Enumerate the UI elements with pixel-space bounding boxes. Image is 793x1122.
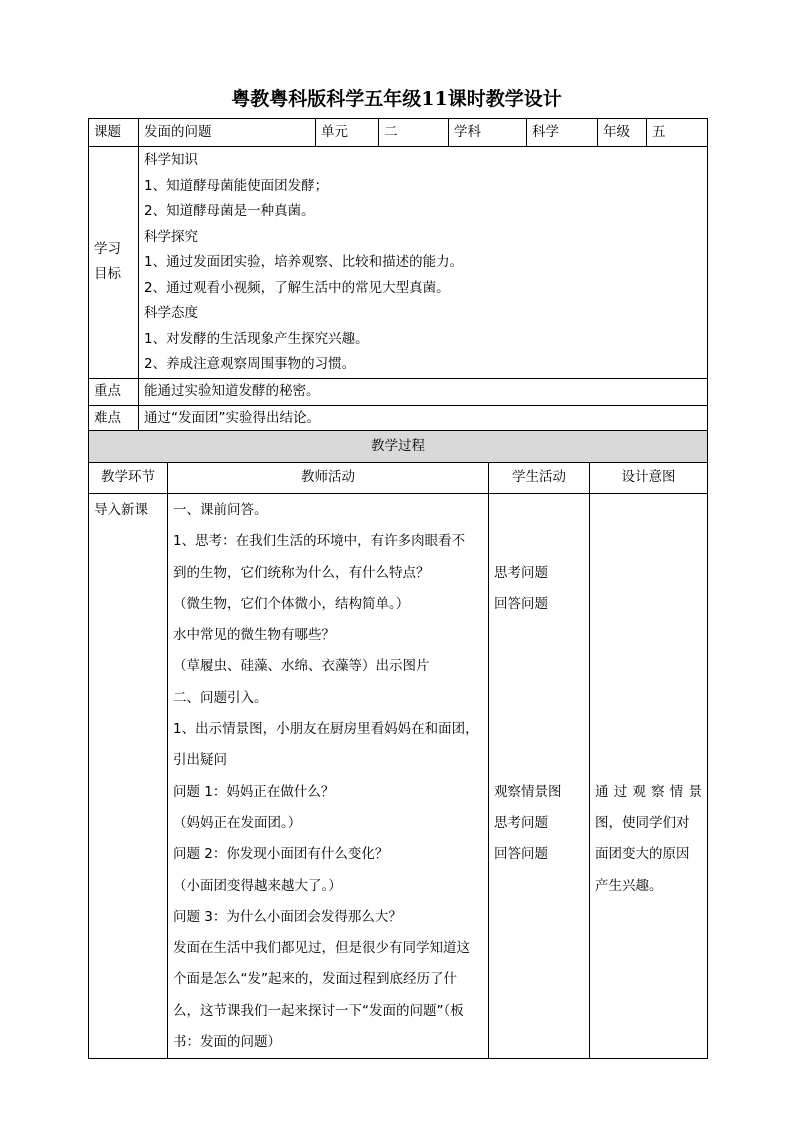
student-line: 思考问题 bbox=[494, 814, 548, 831]
intent-line: 面团变大的原因 bbox=[595, 846, 690, 863]
topic-value: 发面的问题 bbox=[139, 119, 316, 147]
difficulty-value: 通过“发面团”实验得出结论。 bbox=[139, 405, 708, 432]
key-value: 能通过实验知道发酵的秘密。 bbox=[139, 378, 708, 405]
teacher-line: 水中常见的微生物有哪些？ bbox=[173, 627, 335, 644]
goals-line: 1、知道酵母菌能使面团发酵； bbox=[144, 177, 329, 194]
student-line: 观察情景图 bbox=[494, 783, 562, 800]
goals-label-line: 学习 bbox=[94, 240, 121, 257]
goals-label bbox=[89, 147, 139, 379]
teacher-line: （小面团变得越来越大了。） bbox=[173, 877, 342, 894]
process-table bbox=[88, 430, 708, 1059]
goals-line: 2、通过观看小视频，了解生活中的常见大型真菌。 bbox=[144, 279, 450, 296]
student-line: 回答问题 bbox=[494, 846, 548, 863]
teacher-line: （草履虫、硅藻、水绵、衣藻等）出示图片 bbox=[173, 658, 430, 675]
key-label: 重点 bbox=[89, 378, 139, 405]
teacher-line: 二、问题引入。 bbox=[173, 689, 268, 706]
intent-line: 产生兴趣。 bbox=[595, 877, 663, 894]
student-line: 回答问题 bbox=[494, 595, 548, 612]
teacher-line: 个面是怎么“发”起来的，发面过程到底经历了什 bbox=[173, 971, 457, 988]
grade-label: 年级 bbox=[598, 119, 647, 147]
goals-line: 1、通过发面团实验，培养观察、比较和描述的能力。 bbox=[144, 254, 464, 270]
subject-label: 学科 bbox=[449, 119, 527, 147]
teacher-line: 发面在生活中我们都见过，但是很少有同学知道这 bbox=[173, 940, 470, 957]
goals-line: 2、养成注意观察周围事物的习惯。 bbox=[144, 356, 356, 372]
student-activity bbox=[489, 494, 590, 1059]
intent-line: 图，使同学们对 bbox=[595, 814, 690, 831]
unit-label: 单元 bbox=[316, 119, 379, 147]
col-step-header: 教学环节 bbox=[89, 463, 168, 494]
teacher-line: 问题 2：你发现小面团有什么变化？ bbox=[173, 846, 389, 863]
topic-label: 课题 bbox=[89, 119, 139, 147]
teacher-line: 问题 3：为什么小面团会发得那么大？ bbox=[173, 908, 402, 925]
info-table bbox=[88, 118, 708, 433]
col-intent-header: 设计意图 bbox=[590, 463, 708, 494]
student-line: 思考问题 bbox=[494, 564, 548, 581]
teacher-line: 到的生物，它们统称为什么，有什么特点？ bbox=[173, 564, 430, 581]
goals-line: 科学态度 bbox=[144, 305, 198, 321]
teacher-line: （微生物，它们个体微小，结构简单。） bbox=[173, 595, 410, 612]
col-student-header: 学生活动 bbox=[489, 463, 590, 494]
step-name: 导入新课 bbox=[89, 494, 168, 1059]
teacher-line: 一、课前问答。 bbox=[173, 502, 268, 518]
teacher-line: 引出疑问 bbox=[173, 752, 227, 769]
teacher-line: 1、出示情景图，小朋友在厨房里看妈妈在和面团， bbox=[173, 721, 479, 738]
goals-line: 1、对发酵的生活现象产生探究兴趣。 bbox=[144, 330, 369, 347]
subject-value: 科学 bbox=[527, 119, 598, 147]
process-header: 教学过程 bbox=[89, 431, 708, 463]
col-teacher-header: 教师活动 bbox=[168, 463, 489, 494]
teacher-line: （妈妈正在发面团。） bbox=[173, 814, 302, 831]
intent-line: 通过观察情景 bbox=[595, 783, 702, 800]
goals-line: 科学知识 bbox=[144, 152, 198, 168]
grade-value: 五 bbox=[647, 119, 708, 147]
page-title: 粤教粤科版科学五年级11课时教学设计 bbox=[231, 88, 562, 110]
goals-label-line: 目标 bbox=[94, 266, 121, 283]
teacher-line: 书：发面的问题） bbox=[173, 1034, 281, 1051]
goals-line: 科学探究 bbox=[144, 228, 198, 245]
goals-line: 2、知道酵母菌是一种真菌。 bbox=[144, 203, 315, 219]
teacher-line: 1、思考：在我们生活的环境中，有许多肉眼看不 bbox=[173, 533, 466, 550]
teacher-activity bbox=[168, 494, 489, 1059]
teacher-line: 问题 1：妈妈正在做什么？ bbox=[173, 783, 335, 800]
teacher-line: 么，这节课我们一起来探讨一下“发面的问题”（板 bbox=[173, 1002, 464, 1019]
difficulty-label: 难点 bbox=[89, 405, 139, 432]
goals-content bbox=[139, 147, 708, 379]
design-intent bbox=[590, 494, 708, 1059]
unit-value: 二 bbox=[379, 119, 449, 147]
